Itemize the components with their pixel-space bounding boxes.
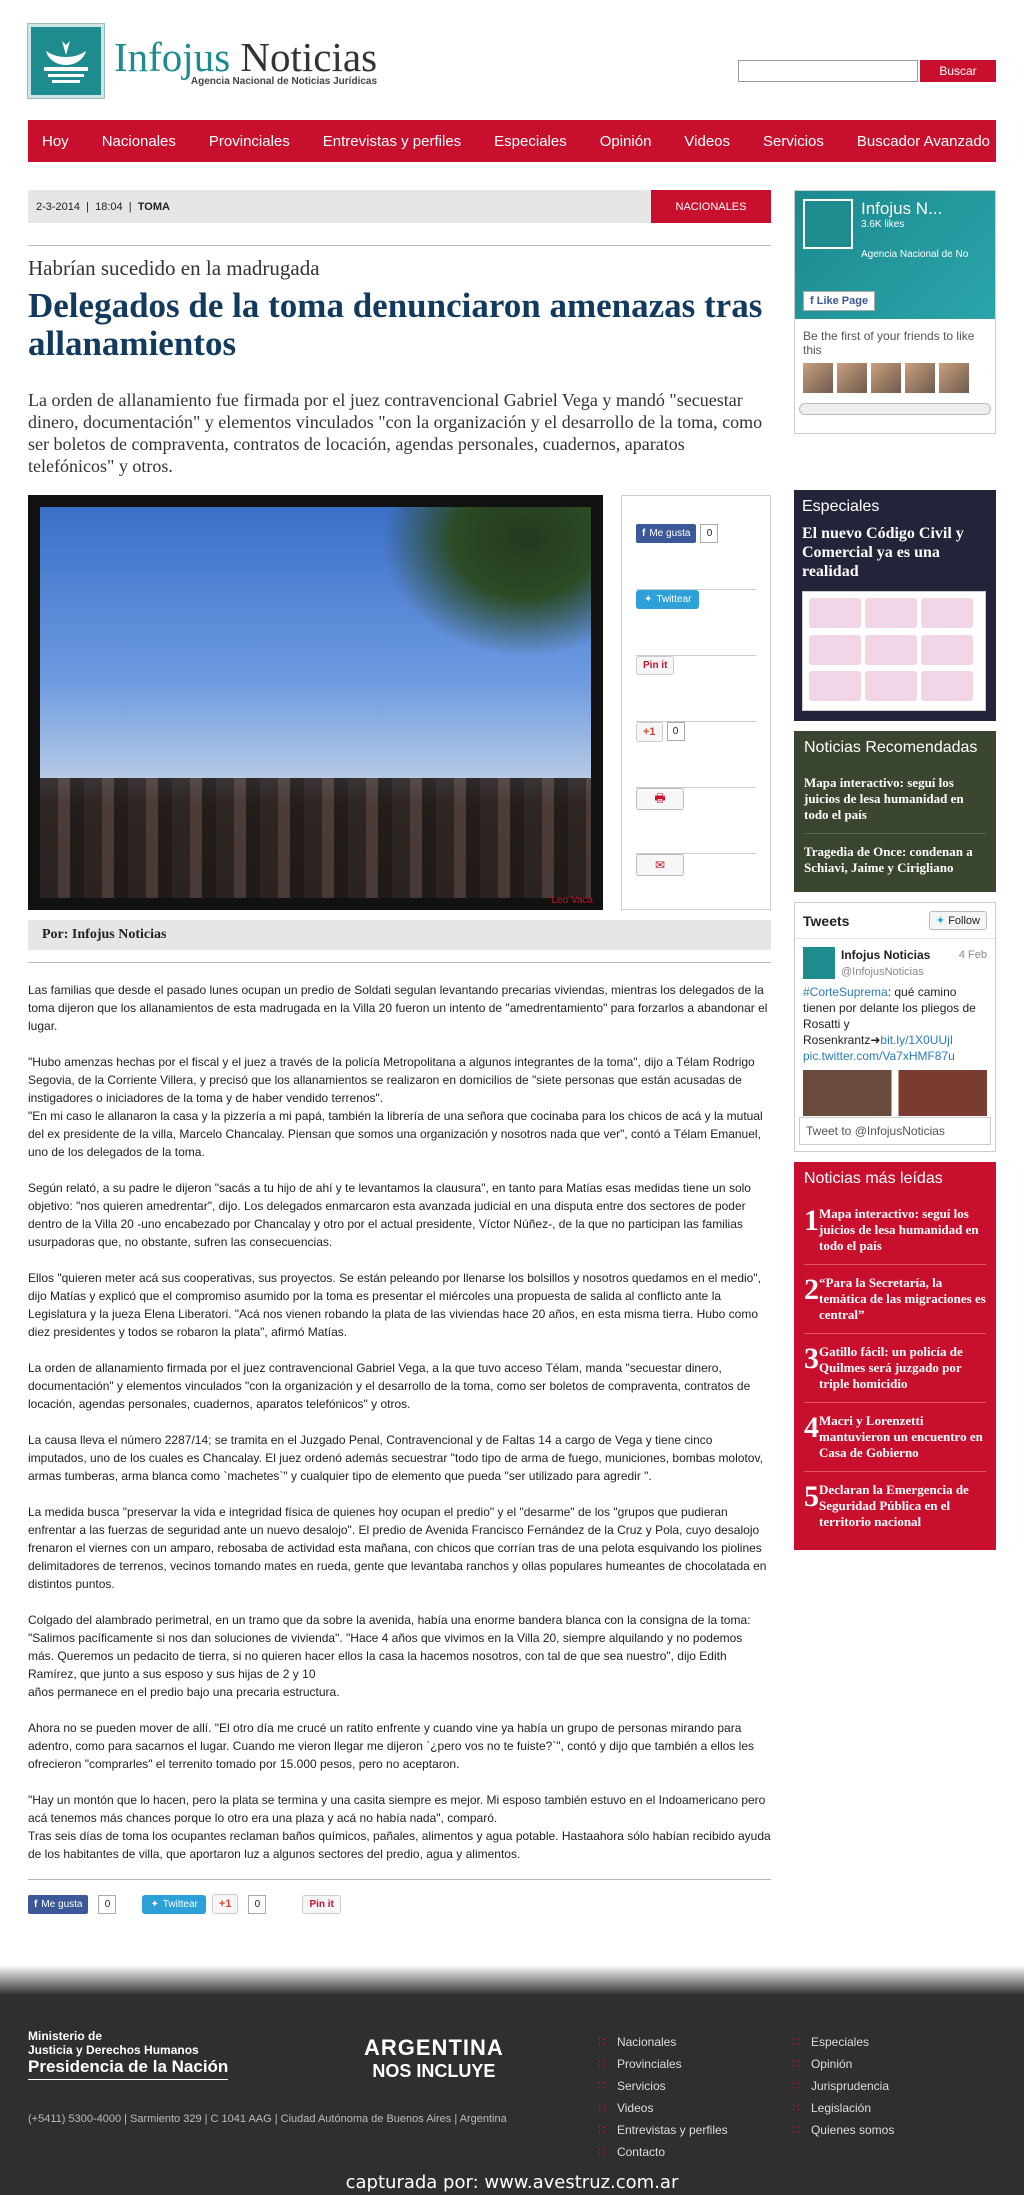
article-paragraph: Las familias que desde el pasado lunes ocupan un predio de Soldati segulan levantando precarias viviendas, mientras los delegados de la toma dijeron que los allanamientos de esta madrugada en la Villa 20 fueron un intento de "amedrentamiento" para forzarlos a abandonar el lugar. [28, 983, 768, 1033]
most-read-item[interactable]: 1 Mapa interactivo: seguí los juicios de lesa humanidad en todo el país [804, 1196, 986, 1265]
footer-link[interactable]: ∷ Provinciales [598, 2057, 728, 2071]
article-paragraph: Según relató, a su padre le dijeron "sacás a tu hijo de ahí y te levantamos la clausura", en tanto para Matías esas medidas tiene un solo objetivo: "nos quieren amedrentar", dijo. Los delegados enmarcaron esta avanzada judicial en una disputa entre dos sectores de poder dentro de la Villa 20 -uno encabezado por Chancalay y otro por el actual presidente, Víctor Núñez-, de la que no participan las familias usurpadoras que, no obstante, sufren las consecuencias. [28, 1181, 751, 1249]
footer-links-col2 [792, 2035, 894, 2145]
capture-watermark: capturada por: www.avestruz.com.ar [345, 2172, 679, 2193]
bottom-share-bar [28, 1879, 771, 1914]
facebook-like-button-bottom[interactable]: f Me gusta [28, 1895, 88, 1914]
article-paragraph: Colgado del alambrado perimetral, en un tramo que da sobre la avenida, había una enorme bandera blanca con la consigna de la toma: "Salimos pacíficamente si nos dan soluciones de vivienda". "Hace 4 años que vivimos en la Villa 20, siempre alquilando y no podemos más. Queremos un pedacito de tierra, si no quieren hacer ellos la casa la hacemos nosotros, con tal de que sea nuestro", dijo Edith Ramírez, que junto a sus esposo y sus hijas de 2 y 10 años permanece en el predio bajo una precaria estructura. [28, 1613, 751, 1699]
rank-number: 3 [804, 1342, 819, 1375]
search-form [738, 60, 996, 82]
footer-link[interactable]: ∷ Servicios [598, 2079, 728, 2093]
brand-name: Infojus Noticias [114, 33, 378, 80]
article-meta: 2-3-2014 | 18:04 | TOMA [36, 200, 170, 213]
printer-icon: 🖶 [654, 790, 666, 805]
tweet-item [795, 939, 995, 1124]
fb-like-page-button[interactable]: f Like Page [803, 291, 875, 311]
tweet-author[interactable]: Infojus Noticias [841, 948, 931, 962]
tweet-text: #CorteSuprema: qué camino tienen por delante los pliegos de Rosatti y Rosenkrantz➜bit.ly/1X0UUjI pic.twitter.com/Va7xHMF87u [803, 985, 976, 1063]
most-read-item[interactable]: 2 “Para la Secretaría, la temática de las migraciones es central” [804, 1265, 986, 1334]
avatar[interactable] [939, 363, 969, 393]
footer-contact: (+5411) 5300-4000 | Sarmiento 329 | C 1041 AAG | Ciudad Autónoma de Buenos Aires | Argentina [28, 2113, 507, 2125]
logo-emblem-icon [28, 24, 104, 98]
tweet-hashtag[interactable]: #CorteSuprema [803, 985, 888, 999]
twitter-icon: ✦ [644, 594, 653, 605]
nav-item-entrevistas[interactable]: Entrevistas y perfiles [322, 132, 462, 150]
recomendadas-box [794, 731, 996, 892]
article-paragraph: Ahora no se pueden mover de allí. "El otro día me crucé un ratito enfrente y cuando vine ya había un grupo de personas mirando para adentro, como para sacarnos el lugar. Cuando me vieron llegar me dijeron `¿pero vos no te fuiste?`", contó y dijo que también a ellos les ofrecieron "comprarles" el terrenito tomado por 15.000 pesos, pero no aceptaron. [28, 1721, 754, 1771]
avatar[interactable] [905, 363, 935, 393]
article-author: Por: Infojus Noticias [28, 920, 771, 950]
rank-number: 4 [804, 1411, 819, 1444]
twitter-icon: ✦ [935, 915, 949, 927]
especiales-box [794, 490, 996, 721]
facebook-like-count-bottom: 0 [98, 1895, 116, 1914]
rank-number: 5 [804, 1480, 819, 1513]
tweet-pic-link[interactable]: pic.twitter.com/Va7xHMF87u [803, 1049, 955, 1063]
footer-link[interactable]: ∷ Opinión [792, 2057, 894, 2071]
facebook-like-count: 0 [700, 524, 718, 543]
article-tag[interactable]: TOMA [137, 200, 170, 213]
google-plus-count: 0 [667, 722, 685, 741]
footer-link[interactable]: ∷ Contacto [598, 2145, 728, 2159]
nav-item-opinion[interactable]: Opinión [599, 132, 652, 150]
tweet-date[interactable]: 4 Feb [958, 949, 987, 961]
article-lead: La orden de allanamiento fue firmada por el juez contravencional Gabriel Vega y mandó "secuestar dinero, documentación" y elementos vinculados "con la organización y el desarrollo de la toma, como ser boletos de compraventa, contratos de locación, agendas personales, cuadernos, aparatos telefónicos" y otros. [28, 390, 763, 476]
article-time: 18:04 [95, 200, 123, 213]
tweet-button[interactable]: ✦ Twittear [636, 590, 699, 609]
most-read-item[interactable]: 4 Macri y Lorenzetti mantuvieron un encuentro en Casa de Gobierno [804, 1403, 986, 1472]
page-avatar-icon [803, 199, 853, 249]
tweet-button-bottom[interactable]: ✦ Twittear [142, 1895, 205, 1914]
footer-links-col1 [598, 2035, 728, 2167]
facebook-icon: f [810, 295, 817, 307]
article-paragraph: La medida busca "preservar la vida e integridad física de quienes hoy ocupan el predio" y el "desarme" de los "grupos que pudieran enfrentar a las fuerzas de seguridad ante un nuevo desalojo". El predio de Avenida Francisco Fernández de la Cruz y Pola, cuyo desalojo frenaron el viernes con un amparo, rebosaba de actividad esta mañana, con chicos que corrían tras de una pelota esquivando los piolines delimitadores de terrenos, vecinos tomando mates en rueda, gente que levantaba ranchos y ollas populares humeantes de chocolatada en distintos puntos. [28, 1505, 767, 1591]
brand-tagline: Agencia Nacional de Noticias Jurídicas [190, 75, 378, 87]
article-paragraph: La causa lleva el número 2287/14; se tramita en el Juzgado Penal, Contravencional y de Faltas 14 a cargo de Vega y tiene cinco imputados, uno de los cuales es Chancalay. El juez ordenó además secuestrar "todo tipo de arma de fuego, municiones, bombas molotov, armas tumberas, arma blanca como `machetes`" y cualquier tipo de elemento que pueda "ser utilizado para agredir ". [28, 1433, 763, 1483]
fb-page-subtitle: Agencia Nacional de No [861, 249, 969, 260]
twitter-follow-button[interactable]: ✦ Follow [929, 911, 987, 930]
mas-leidas-box [794, 1162, 996, 1550]
facebook-cover[interactable] [795, 191, 995, 319]
share-sidebar [621, 495, 771, 910]
search-input[interactable] [738, 60, 918, 82]
footer-link[interactable]: ∷ Especiales [792, 2035, 894, 2049]
widget-scrollbar[interactable] [799, 403, 991, 415]
pinterest-button-bottom[interactable]: Pin it [302, 1895, 340, 1914]
envelope-icon: ✉ [654, 858, 666, 872]
fb-friends-text: Be the first of your friends to like this [795, 319, 995, 393]
google-plus-button-bottom[interactable]: +1 [212, 1894, 239, 1914]
nav-item-provinciales[interactable]: Provinciales [208, 132, 290, 150]
article-paragraph: La orden de allanamiento firmada por el juez contravencional Gabriel Vega, a la que tuvo acceso Télam, manda "secuestar dinero, documentación" y elementos vinculados "con la organización y el desarrollo de la toma, como ser boletos de compraventa, contratos de locación, agendas personales, cuadernos, aparatos telefónicos" y otros. [28, 1361, 751, 1411]
footer-link[interactable]: ∷ Nacionales [598, 2035, 728, 2049]
ministry-logo[interactable]: Ministerio de Justicia y Derechos Humanos Presidencia de la Nación [28, 2029, 228, 2080]
fb-page-name[interactable]: Infojus N... [861, 199, 943, 218]
article-kicker: Habrían sucedido en la madrugada [28, 256, 320, 280]
especiales-article-link[interactable]: El nuevo Código Civil y Comercial ya es una realidad [802, 525, 964, 580]
pinterest-button[interactable]: Pin it [636, 656, 674, 675]
recomendadas-title: Noticias Recomendadas [804, 739, 978, 756]
rank-number: 2 [804, 1273, 819, 1306]
footer-link[interactable]: ∷ Legislación [792, 2101, 894, 2115]
article-paragraph: "Hay un montón que lo hacen, pero la plata se termina y una casita siempre es mejor. Mi esposo también estuvo en el Indoamericano pero acá tenemos más chances porque lo otro era una plaza y acá no había nada", comparó. Tras seis días de toma los ocupantes reclaman baños químicos, pañales, alimentos y agua potable. Hastaahora sólo habían recibido ayuda de los habitantes de villa, que aportaron luz a algunos sectores del predio, agua y alimentos. [28, 1793, 771, 1861]
section-badge[interactable]: NACIONALES [651, 190, 771, 223]
article-dateline [28, 190, 771, 223]
nav-item-hoy[interactable]: Hoy [42, 132, 69, 150]
especiales-title[interactable]: Especiales [802, 498, 880, 515]
nav-item-especiales[interactable]: Especiales [494, 132, 567, 150]
site-logo[interactable] [28, 24, 377, 98]
email-button[interactable] [636, 854, 684, 876]
search-button[interactable]: Buscar [920, 60, 996, 82]
facebook-icon: f [34, 1898, 38, 1910]
article-date: 2-3-2014 [36, 200, 81, 213]
twitter-icon: ✦ [150, 1898, 159, 1910]
avatar[interactable] [871, 363, 901, 393]
tweet-link[interactable]: bit.ly/1X0UUjI [880, 1033, 954, 1047]
print-button[interactable] [636, 788, 684, 810]
fb-friend-avatars [803, 363, 987, 393]
facebook-like-button[interactable]: f Me gusta [636, 524, 696, 543]
most-read-item[interactable]: 5 Declaran la Emergencia de Seguridad Pública en el territorio nacional [804, 1480, 969, 1529]
article-paragraph: Ellos "quieren meter acá sus cooperativas, sus proyectos. Se están peleando por llenarse los bolsillos y nosotros quedamos en el medio", dijo Matías y explicó que el compromiso asumido por la toma es presentar el miércoles una propuesta de salida al conflicto ante la Legislatura y la jueza Elena Liberatori. "Acá nos vienen robando la plata de las viviendas hace 20 años, en esta misma tierra. Hubo como diez presidentes y todos se robaron la plata", afirmó Matías. [28, 1271, 761, 1339]
mas-leidas-title: Noticias más leídas [804, 1170, 943, 1187]
tweet-handle[interactable]: @InfojusNoticias [841, 966, 924, 978]
main-nav [28, 120, 996, 162]
argentina-slogan: ARGENTINA NOS INCLUYE [364, 2035, 504, 2081]
facebook-page-widget [794, 190, 996, 434]
footer-link[interactable]: ∷ Videos [598, 2101, 728, 2115]
footer-link[interactable]: ∷ Quienes somos [792, 2123, 894, 2137]
site-footer [0, 1995, 1024, 2195]
avatar[interactable] [803, 363, 833, 393]
photo-credit: Leo Vaca [551, 895, 593, 906]
tweet-compose-input[interactable]: Tweet to @InfojusNoticias [799, 1117, 991, 1145]
especiales-image[interactable] [802, 591, 986, 711]
twitter-timeline [794, 902, 996, 1152]
footer-link[interactable]: ∷ Entrevistas y perfiles [598, 2123, 728, 2137]
article-column [28, 190, 771, 1914]
sidebar [794, 190, 996, 1550]
site-header [0, 0, 1024, 120]
nav-item-videos[interactable]: Videos [684, 132, 731, 150]
recomendada-link[interactable]: Mapa interactivo: seguí los juicios de lesa humanidad en todo el país [804, 765, 986, 834]
avatar[interactable] [837, 363, 867, 393]
google-plus-button[interactable]: +1 [636, 722, 663, 742]
tweet-image[interactable] [803, 1070, 987, 1116]
recomendada-link[interactable]: Tragedia de Once: condenan a Schiavi, Jaime y Cirigliano [804, 844, 973, 875]
fb-page-likes: 3.6K likes [861, 219, 905, 230]
article-body [28, 981, 771, 1863]
facebook-icon: f [642, 528, 646, 539]
rank-number: 1 [804, 1204, 819, 1237]
article-photo[interactable] [28, 495, 603, 910]
nav-item-nacionales[interactable]: Nacionales [101, 132, 176, 150]
footer-link[interactable]: ∷ Jurisprudencia [792, 2079, 894, 2093]
avatar[interactable] [803, 947, 835, 979]
nav-item-servicios[interactable]: Servicios [763, 132, 824, 150]
nav-item-buscador[interactable]: Buscador Avanzado [856, 132, 991, 150]
tweets-title: Tweets [803, 912, 850, 929]
google-plus-count-bottom: 0 [248, 1895, 266, 1914]
most-read-item[interactable]: 3 Gatillo fácil: un policía de Quilmes será juzgado por triple homicidio [804, 1334, 986, 1403]
article-title: Delegados de la toma denunciaron amenazas tras allanamientos [28, 286, 763, 363]
article-paragraph: "Hubo amenzas hechas por el fiscal y el juez a través de la policía Metropolitana a algunos integrantes de la toma", dijo a Télam Rodrigo Segovia, de la Corriente Villera, y precisó que los allanamientos se realizaron en domicilios de "siete personas que están acusadas de instigadores o iniciadores de la toma y de haber vendido terrenos". "En mi caso le allanaron la casa y la pizzería a mi papá, también la librería de una señora que cocinaba para los chicos de acá y la mutual del ex presidente de la villa, Marcelo Chancalay. Piensan que somos una organización y nosotros nada que ver", contó a Télam Emanuel, uno de los delegados de la toma. [28, 1055, 763, 1159]
